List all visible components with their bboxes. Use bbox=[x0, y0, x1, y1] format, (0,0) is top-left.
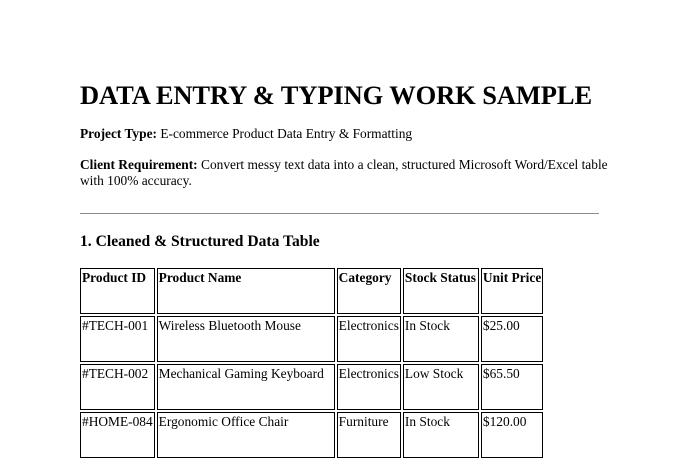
cell-product-id: #HOME-084 bbox=[80, 412, 155, 458]
cell-product-name: Wireless Bluetooth Mouse bbox=[157, 316, 335, 362]
cell-unit-price: $25.00 bbox=[481, 316, 543, 362]
header-unit-price: Unit Price bbox=[481, 268, 543, 314]
document-title: DATA ENTRY & TYPING WORK SAMPLE bbox=[80, 80, 593, 110]
client-requirement-line bbox=[80, 157, 610, 189]
client-requirement-value: Convert messy text data into a clean, structured Microsoft Word/Excel table with 100% accuracy. bbox=[80, 157, 608, 188]
cell-product-id: #TECH-001 bbox=[80, 316, 155, 362]
table-header-row bbox=[80, 268, 543, 314]
cell-category: Furniture bbox=[337, 412, 401, 458]
section-heading: 1. Cleaned & Structured Data Table bbox=[80, 233, 320, 250]
cell-stock-status: In Stock bbox=[403, 316, 479, 362]
cell-unit-price: $120.00 bbox=[481, 412, 543, 458]
project-type-value: E-commerce Product Data Entry & Formatting bbox=[160, 126, 413, 141]
cell-stock-status: In Stock bbox=[403, 412, 479, 458]
cell-category: Electronics bbox=[337, 364, 401, 410]
table-row bbox=[80, 364, 543, 410]
project-type-label: Project Type: bbox=[80, 126, 157, 141]
table-row bbox=[80, 412, 543, 458]
cell-product-id: #TECH-002 bbox=[80, 364, 155, 410]
project-type-line bbox=[80, 126, 610, 142]
cell-category: Electronics bbox=[337, 316, 401, 362]
cell-stock-status: Low Stock bbox=[403, 364, 479, 410]
header-product-id: Product ID bbox=[80, 268, 155, 314]
table-row bbox=[80, 316, 543, 362]
cell-product-name: Mechanical Gaming Keyboard bbox=[157, 364, 335, 410]
horizontal-divider bbox=[80, 213, 599, 214]
cell-product-name: Ergonomic Office Chair bbox=[157, 412, 335, 458]
header-product-name: Product Name bbox=[157, 268, 335, 314]
header-category: Category bbox=[337, 268, 401, 314]
product-data-table bbox=[78, 266, 545, 459]
client-requirement-label: Client Requirement: bbox=[80, 157, 198, 172]
header-stock-status: Stock Status bbox=[403, 268, 479, 314]
cell-unit-price: $65.50 bbox=[481, 364, 543, 410]
